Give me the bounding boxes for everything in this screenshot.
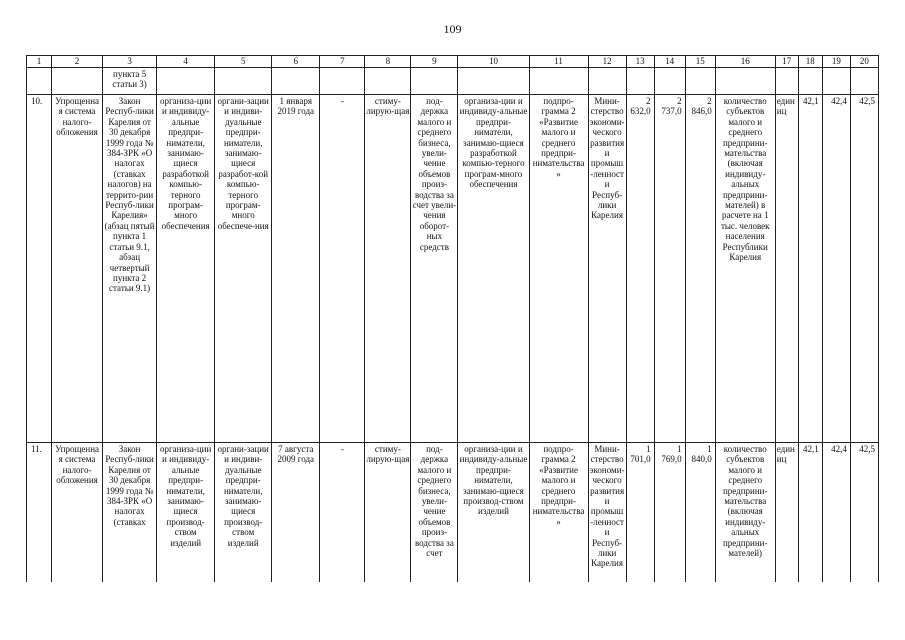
beneficiaries: организа-ции и индивиду-альные предпри-ниматели, занимаю-щиеся разработкой компью-терного програм-много обеспечения — [157, 95, 215, 443]
amount-year-1: 2 632,0 — [626, 95, 654, 443]
column-number: 3 — [103, 56, 157, 68]
column-number: 5 — [215, 56, 272, 68]
page-number: 109 — [443, 22, 462, 36]
indicator-value-1: 42,1 — [798, 443, 822, 583]
end-date: - — [320, 95, 365, 443]
column-number: 13 — [626, 56, 654, 68]
column-number: 7 — [320, 56, 365, 68]
indicator-value-2: 42,4 — [822, 443, 850, 583]
unit: единиц — [775, 95, 798, 443]
column-number: 19 — [822, 56, 850, 68]
indicator-value-3: 42,5 — [850, 95, 878, 443]
tax-expenditure-table — [26, 55, 879, 582]
indicator-value-1: 42,1 — [798, 95, 822, 443]
start-date: 1 января 2019 года — [272, 95, 320, 443]
subprogram: подпро-грамма 2 «Развитие малого и среднего предпри-нимательства» — [529, 95, 588, 443]
row-number: 11. — [27, 443, 52, 583]
column-number: 2 — [52, 56, 103, 68]
column-number: 18 — [798, 56, 822, 68]
column-number: 12 — [588, 56, 626, 68]
law-reference: Закон Респуб-лики Карелия от 30 декабря 1999 года № 384-ЗРК «О налогах (ставках налогов) на террито-рии Респуб-лики Карелия» (абзац пятый пункта 1 статьи 9.1, абзац четвертый пункта 2 статьи 9.1) — [103, 95, 157, 443]
column-number: 20 — [850, 56, 878, 68]
expenditure-type: стиму-лирую-щая — [365, 443, 411, 583]
target-group: органи-зации и индиви-дуальные предпри-ниматели, занимаю-щиеся производ-ством изделий — [215, 443, 272, 583]
amount-year-2: 1 769,0 — [654, 443, 685, 583]
curator: Мини-стерство экономи-ческого развития и промыш-ленности Респуб-лики Карелия — [588, 443, 626, 583]
column-number: 4 — [157, 56, 215, 68]
column-number: 14 — [654, 56, 685, 68]
tax-name: Упрощенная система налого-обложения — [52, 443, 103, 583]
indicator: количество субъектов малого и среднего предприни-мательства (включая индивиду-альных предприни-мателей) — [715, 443, 775, 583]
tax-name: Упрощенная система налого-обложения — [52, 95, 103, 443]
category: организа-ции и индивиду-альные предпри-ниматели, занимаю-щиеся производ-ством изделий — [458, 443, 529, 583]
column-number: 15 — [685, 56, 715, 68]
subprogram: подпро-грамма 2 «Развитие малого и среднего предпри-нимательства» — [529, 443, 588, 583]
amount-year-1: 1 701,0 — [626, 443, 654, 583]
curator: Мини-стерство экономи-ческого развития и промыш-ленности Респуб-лики Карелия — [588, 95, 626, 443]
column-number: 10 — [458, 56, 529, 68]
amount-year-3: 1 840,0 — [685, 443, 715, 583]
column-number: 1 — [27, 56, 52, 68]
law-reference: Закон Респуб-лики Карелия от 30 декабря 1999 года № 384-ЗРК «О налогах (ставках — [103, 443, 157, 583]
column-number: 9 — [411, 56, 458, 68]
continuation-row — [27, 68, 879, 95]
table-row — [27, 95, 879, 443]
beneficiaries: организа-ции и индивиду-альные предпри-ниматели, занимаю-щиеся производ-ством изделий — [157, 443, 215, 583]
indicator: количество субъектов малого и среднего предприни-мательства (включая индивиду-альных предприни-мателей) в расчете на 1 тыс. человек населения Республики Карелия — [715, 95, 775, 443]
unit: единиц — [775, 443, 798, 583]
goal: под-держка малого и среднего бизнеса, увели-чение объемов произ-водства за счет увели-чения оборот-ных средств — [411, 95, 458, 443]
column-number: 11 — [529, 56, 588, 68]
category: организа-ции и индивиду-альные предпри-ниматели, занимаю-щиеся разработкой компью-терного програм-много обеспечения — [458, 95, 529, 443]
indicator-value-2: 42,4 — [822, 95, 850, 443]
column-number: 17 — [775, 56, 798, 68]
expenditure-type: стиму-лирую-щая — [365, 95, 411, 443]
indicator-value-3: 42,5 — [850, 443, 878, 583]
column-number: 8 — [365, 56, 411, 68]
amount-year-2: 2 737,0 — [654, 95, 685, 443]
column-number-row — [27, 56, 879, 68]
law-continuation: пункта 5 статьи 3) — [103, 68, 157, 95]
table-frame — [26, 55, 879, 582]
column-number: 16 — [715, 56, 775, 68]
column-number: 6 — [272, 56, 320, 68]
end-date: - — [320, 443, 365, 583]
target-group: органи-зации и индиви-дуальные предпри-ниматели, занимаю-щиеся разработ-кой компью-терного програм-много обеспече-ния — [215, 95, 272, 443]
goal: под-держка малого и среднего бизнеса, увели-чение объемов произ-водства за счет — [411, 443, 458, 583]
amount-year-3: 2 846,0 — [685, 95, 715, 443]
row-number: 10. — [27, 95, 52, 443]
table-row — [27, 443, 879, 583]
start-date: 7 августа 2009 года — [272, 443, 320, 583]
